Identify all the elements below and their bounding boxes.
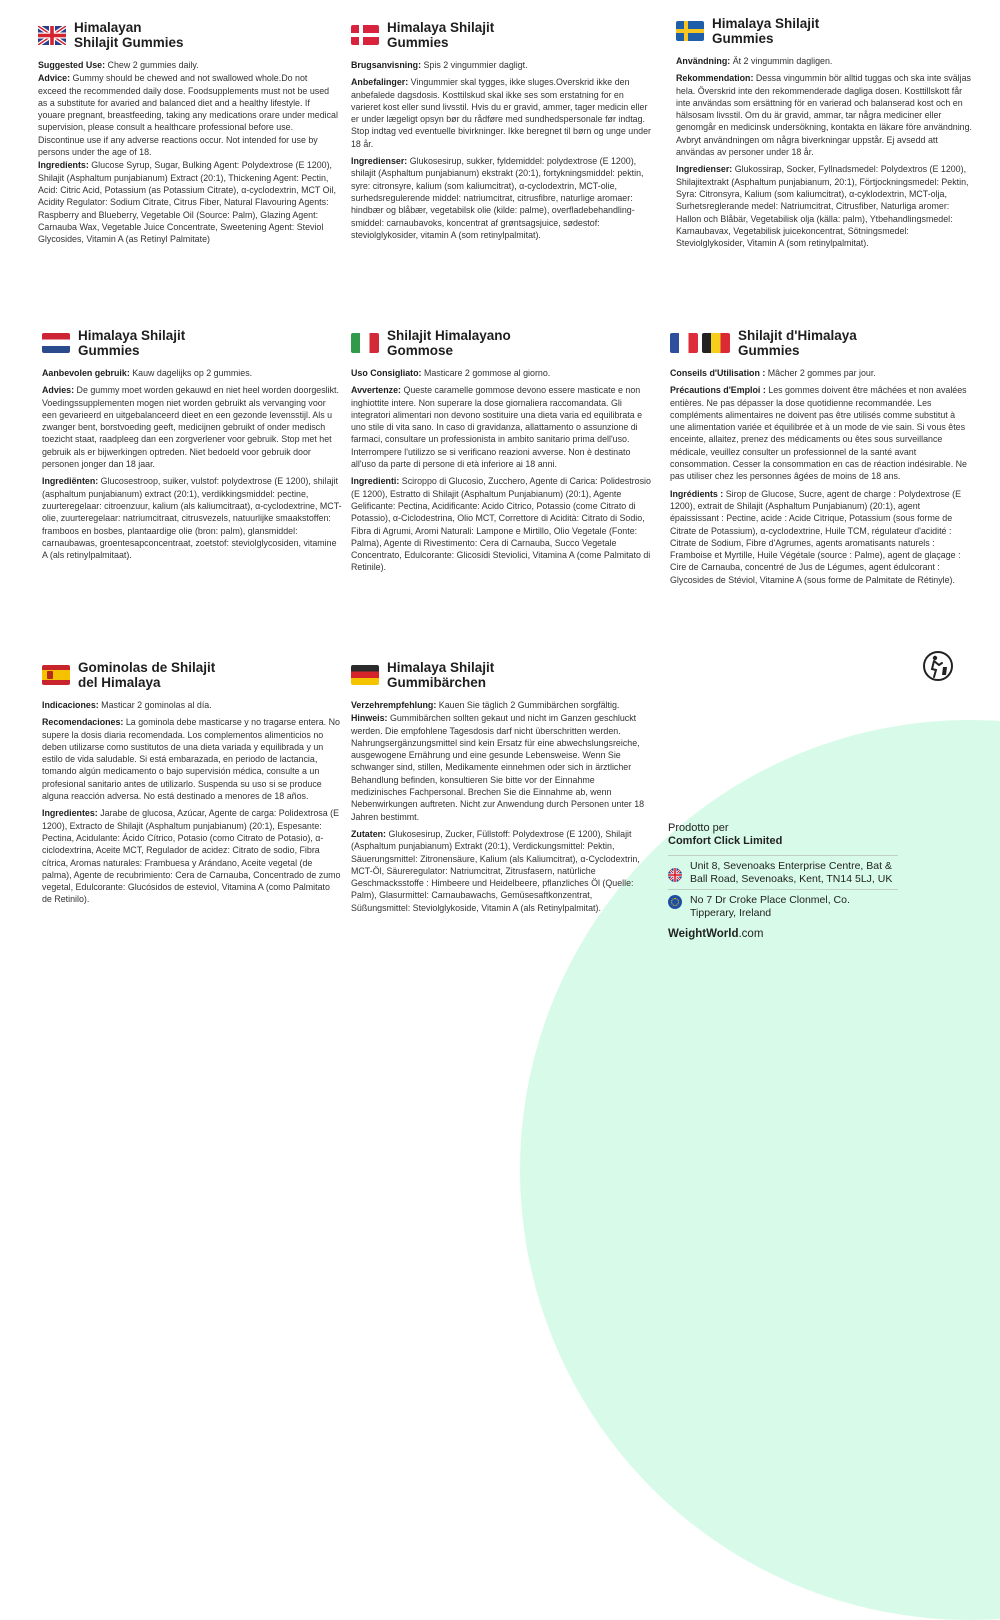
uk-address-row: [668, 855, 898, 889]
italy-flag-icon: [351, 333, 379, 353]
block-title: Gominolas de Shilajit del Himalaya: [78, 660, 216, 690]
eu-flag-icon: [668, 895, 682, 909]
block-france-belgium: [670, 328, 970, 591]
germany-flag-icon: [351, 665, 379, 685]
sweden-flag-icon: [676, 21, 704, 41]
ireland-address: No 7 Dr Croke Place Clonmel, Co. Tipperary, Ireland: [690, 894, 850, 919]
block-title: Himalaya Shilajit Gummies: [78, 328, 186, 358]
do-not-litter-icon: [922, 650, 954, 682]
ireland-address-row: [668, 889, 898, 923]
block-uk: [38, 20, 338, 250]
block-germany: [351, 660, 651, 919]
block-title: Himalaya Shilajit Gummies: [387, 20, 495, 50]
block-title: Himalayan Shilajit Gummies: [74, 20, 184, 50]
website: WeightWorld.com: [668, 928, 764, 940]
netherlands-flag-icon: [42, 333, 70, 353]
block-title: Shilajit Himalayano Gommose: [387, 328, 511, 358]
block-spain: [42, 660, 342, 911]
block-netherlands: [42, 328, 342, 566]
manufacturer-info: [668, 822, 898, 940]
block-italy: [351, 328, 651, 579]
produced-for-label: Prodotto per: [668, 822, 729, 834]
block-body: Brugsanvisning: Spis 2 vingummier dagligt. Anbefalinger: Vingummier skal tygges, ikke sluges.Overskrid ikke den anbefalede dagsdosis. Kosttilskud skal ikke ses som erstatning for en varieret kost eller sund livsstil. Hvis du er gravid, ammer, tager medicin eller er under lægeligt opsyn bør du rådføre med sundhedspersonale før indtag. Stop indtag ved eventuelle bivirkninger. Ikke beregnet til børn og unge under 18 år. Ingredienser: Glukosesirup, sukker, fyldemiddel: polydextrose (E 1200), shilajit (Asphaltum punjabianum) ekstrakt (20:1), fortykningsmiddel: pektin, syre: citronsyre, kalium (som kaliumcitrat), α-cyclodextrin, MCT-olie, surhedsregulerende middel: natriumcitrat, citrusfibre, naturlige aromaer: hindbær og blåbær, vegetabilsk olie (kilde: palme), overfladebehandling-smiddel: carnaubavoks, koncentrat af grøntsagsjuice, sødestof: steviolglykosider, vitamin A (som retinylpalmitat).: [351, 60, 651, 240]
block-body: Uso Consigliato: Masticare 2 gommose al giorno. Avvertenze: Queste caramelle gommose devono essere masticate e non inghiottite intere. Non superare la dose giornaliera raccomandata. Gli integratori alimentari non devono sostituire una dieta varia ed equilibrata e uno stile di vita sano. In caso di gravidanza, allattamento o assunzione di farmaci, consultare un professionista in ambito sanitario prima dell'uso. Interrompere l'utilizzo se si verificano reazioni avverse. Non è destinato all'uso da parte di persone di età inferiore ai 18 anni. Ingredienti: Sciroppo di Glucosio, Zucchero, Agente di Carica: Polidestrosio (E 1200), Estratto di Shilajit (Asphaltum Punjabianum) (20:1), Agente Gelificante: Pectina, Acidificante: Acido Citrico, Potassio (come Citrato di Potassio), α-Ciclodestrina, Olio MCT, Correttore di Acidità: Citrato di Sodio, Fibra di Agrumi, Aromi Naturali: Lampone e Mirtillo, Olio Vegetale (Fonte: Palma), Agente di Rivestimento: Cera di Carnauba, Succo Vegetale Concentrato, Edulcorante: Glicosidi Steviolici, Vitamina A (come Palmitato di Retinile).: [351, 368, 651, 573]
block-denmark: [351, 20, 651, 246]
denmark-flag-icon: [351, 25, 379, 45]
block-title: Himalaya Shilajit Gummies: [712, 16, 820, 46]
block-body: Verzehrempfehlung: Kauen Sie täglich 2 Gummibärchen sorgfältig. Hinweis: Gummibärchen sollten gekaut und nicht im Ganzen geschluckt werden. Die empfohlene Tagesdosis darf nicht überschritten werden. Nahrungsergänzungsmittel sind kein Ersatz für eine abwechslungsreiche, ausgewogene Ernährung und eine gesunde Lebensweise. Wenn Sie schwanger sind, stillen, Medikamente einnehmen oder sich in ärztlicher Behandlung befinden, konsultieren Sie bitte vor der Einnahme medizinisches Fachpersonal. Brechen Sie die Einnahme ab, wenn Nebenwirkungen auftreten. Nicht zur Anwendung durch Personen unter 18 Jahren bestimmt. Zutaten: Glukosesirup, Zucker, Füllstoff: Polydextrose (E 1200), Shilajit (Asphaltum punjabianum) Extrakt (20:1), Verdickungsmittel: Pektin, Säuerungsmittel: Zitronensäure, Kalium (als Kaliumcitrat), α-Cyclodextrin, MCT-Öl, Säureregulator: Natriumcitrat, Zitrusfasern, natürliche Geschmacksstoffe : Himbeere und Heidelbeere, pflanzliches Öl (Quelle: Palm), Glasurmittel: Carnaubawachs, Gemüsesaftkonzentrat, Süßungsmittel: Steviolglykoside, Vitamin A (als Retinylpalmitat).: [351, 700, 645, 913]
france-flag-icon: [670, 333, 698, 353]
block-body: Aanbevolen gebruik: Kauw dagelijks op 2 gummies. Advies: De gummy moet worden gekauwd en niet heel worden doorgeslikt. Voedingssupplementen mogen niet worden gebruikt als vervanging voor een gevarieerd en uitgebalanceerd dieet en een gezonde levensstijl. Als u zwanger bent, borstvoeding geeft, medicijnen gebruikt of onder medisch toezicht staat, raadpleeg dan een zorgverlener voor gebruik. Stop met het gebruik als er bijwerkingen optreden. Niet bedoeld voor gebruik door personen jonger dan 18 jaar. Ingrediënten: Glucosestroop, suiker, vulstof: polydextrose (E 1200), shilajit (asphaltum punjabianum) extract (20:1), verdikkingsmiddel: pectine, zuurteregelaar: citroenzuur, kalium (als kaliumcitraat), α-cyclodextrine, MCT-olie, zuurteregelaar: natriumcitraat, citrusvezels, natuurlijke smaakstoffen: framboos en bosbes, plantaardige olie (bron: palm), glansmiddel: carnaubawas, groentesapconcentraat, zoetstof: steviolglycosiden, vitamine A (als retinylpalmitaat).: [42, 368, 342, 561]
company-name: Comfort Click Limited: [668, 835, 783, 847]
block-body: Användning: Ät 2 vingummin dagligen. Rekommendation: Dessa vingummin bör alltid tuggas och ska inte sväljas hela. Överskrid inte den rekommenderade dagliga dosen. Kosttillskott får inte användas som ersättning för en varierad och balanserad kost och en hälsosam livsstil. Om du är gravid, ammar, tar några mediciner eller genomgår en medicinsk undersökning, kontakta en läkare före användning. Avbryt användningen om några biverkningar uppstår. Ej avsedd att användas av personer under 18 år. Ingredienser: Glukossirap, Socker, Fyllnadsmedel: Polydextros (E 1200), Shilajitextrakt (Asphaltum punjabianum, 20:1), Förtjockningsmedel: Pektin, Syra: Citronsyra, Kalium (som kaliumcitrat), α-cyklodextrin, MCT-olja, Surhetsreglerande medel: Natriumcitrat, Citrusfiber, Naturliga aromer: Hallon och Blåbär, Vegetabilisk olja (källa: palm), Ytbehandlingsmedel: Karnaubavax, Vegetabilisk juicekoncentrat, Sötningsmedel: Steviolglykosider, Vitamin A (som retinylpalmitat).: [676, 56, 973, 249]
uk-address: Unit 8, Sevenoaks Enterprise Centre, Bat & Ball Road, Sevenoaks, Kent, TN14 5LJ, UK: [690, 860, 893, 885]
block-body: Conseils d'Utilisation : Mâcher 2 gommes par jour. Précautions d'Emploi : Les gommes doivent être mâchées et non avalées entières. Ne pas dépasser la dose quotidienne recommandée. Les compléments alimentaires ne doivent pas être utilisés comme substitut à une alimentation variée et équilibrée et à un mode de vie sain. Si vous êtes enceinte, allaitez, prenez des médicaments ou êtes sous surveillance médicale, veuillez consulter un professionnel de la santé avant consommation. Cesser la consommation en cas de réaction indésirable. Ne pas utiliser chez les personnes âgées de moins de 18 ans. Ingrédients : Sirop de Glucose, Sucre, agent de charge : Polydextrose (E 1200), extrait de Shilajit (Asphaltum Punjabianum) (20:1), agent épaississant : Pectine, acide : Acide Citrique, Potassium (sous forme de Citrate de Potassium), α-cyclodextrine, Huile TCM, régulateur d'acidité : Citrate de Sodium, Fibre d'Agrumes, agents aromatisants naturels : Framboise et Myrtille, Huile Végétale (source : Palme), agent de glaçage : Cire de Carnauba, concentré de Jus de Légumes, agent édulcorant : Glycosides de Stéviol, Vitamine A (sous forme de Palmitate de Rétinyle).: [670, 368, 967, 585]
block-body: Indicaciones: Masticar 2 gominolas al día. Recomendaciones: La gominola debe masticarse y no tragarse entera. No supere la dosis diaria recomendada. Los complementos alimenticios no deben utilizarse como sustitutos de una dieta variada y equilibrada y un estilo de vida saludable. Si está embarazada, en periodo de lactancia, tomando algún medicamento o bajo supervisión médica, consulte a un profesional sanitario antes de utilizarlo. Suspenda su uso si se produce alguna reacción adversa. No está destinado a menores de 18 años. Ingredientes: Jarabe de glucosa, Azúcar, Agente de carga: Polidextrosa (E 1200), Extracto de Shilajit (Asphaltum punjabianum) (20:1), Espesante: Pectina, Acidulante: Ácido Cítrico, Potasio (como Citrato de Potasio), α-ciclodextrina, Aceite MCT, Regulador de acidez: Citrato de sodio, Fibra cítrica, Aromas naturales: Frambuesa y Arándano, Aceite vegetal (de palma), Agente de recubrimiento: Cera de Carnauba, Concentrado de zumo vegetal, Edulcorante: Glucósidos de esteviol, Vitamina A (como Palmitato de Retinilo).: [42, 700, 341, 905]
belgium-flag-icon: [702, 333, 730, 353]
block-title: Shilajit d'Himalaya Gummies: [738, 328, 857, 358]
spain-flag-icon: [42, 665, 70, 685]
uk-flag-icon: [668, 868, 682, 882]
uk-flag-icon: [38, 26, 66, 45]
block-title: Himalaya Shilajit Gummibärchen: [387, 660, 495, 690]
block-body: Suggested Use: Chew 2 gummies daily. Advice: Gummy should be chewed and not swallowed whole.Do not exceed the recommended daily dose. Foodsupplements must not be used as a substitute for avaried and balanced diet and a healthy lifestyle. If youare pregnant, breastfeeding, taking any medications orare under medical supervision, please consult a healthcare professional before use. Discontinue use if any adverse reactions occur. Not intended for use by persons under the age of 18. Ingredients: Glucose Syrup, Sugar, Bulking Agent: Polydextrose (E 1200), Shilajit (Asphaltum punjabianum) Extract (20:1), Thickening Agent: Pectin, Acid: Citric Acid, Potassium (as Potassium Citrate), α-cyclodextrin, MCT Oil, Acidity Regulator: Sodium Citrate, Citrus Fiber, Natural Flavouring Agents: Raspberry and Blueberry, Vegetable Oil (Source: Palm), Glazing Agent: Carnauba Wax, Vegetable Juice Concentrate, Sweetening Agent: Steviol Glycosides, Vitamin A (as Retinyl Palmitate): [38, 60, 338, 245]
block-sweden: [676, 16, 976, 254]
